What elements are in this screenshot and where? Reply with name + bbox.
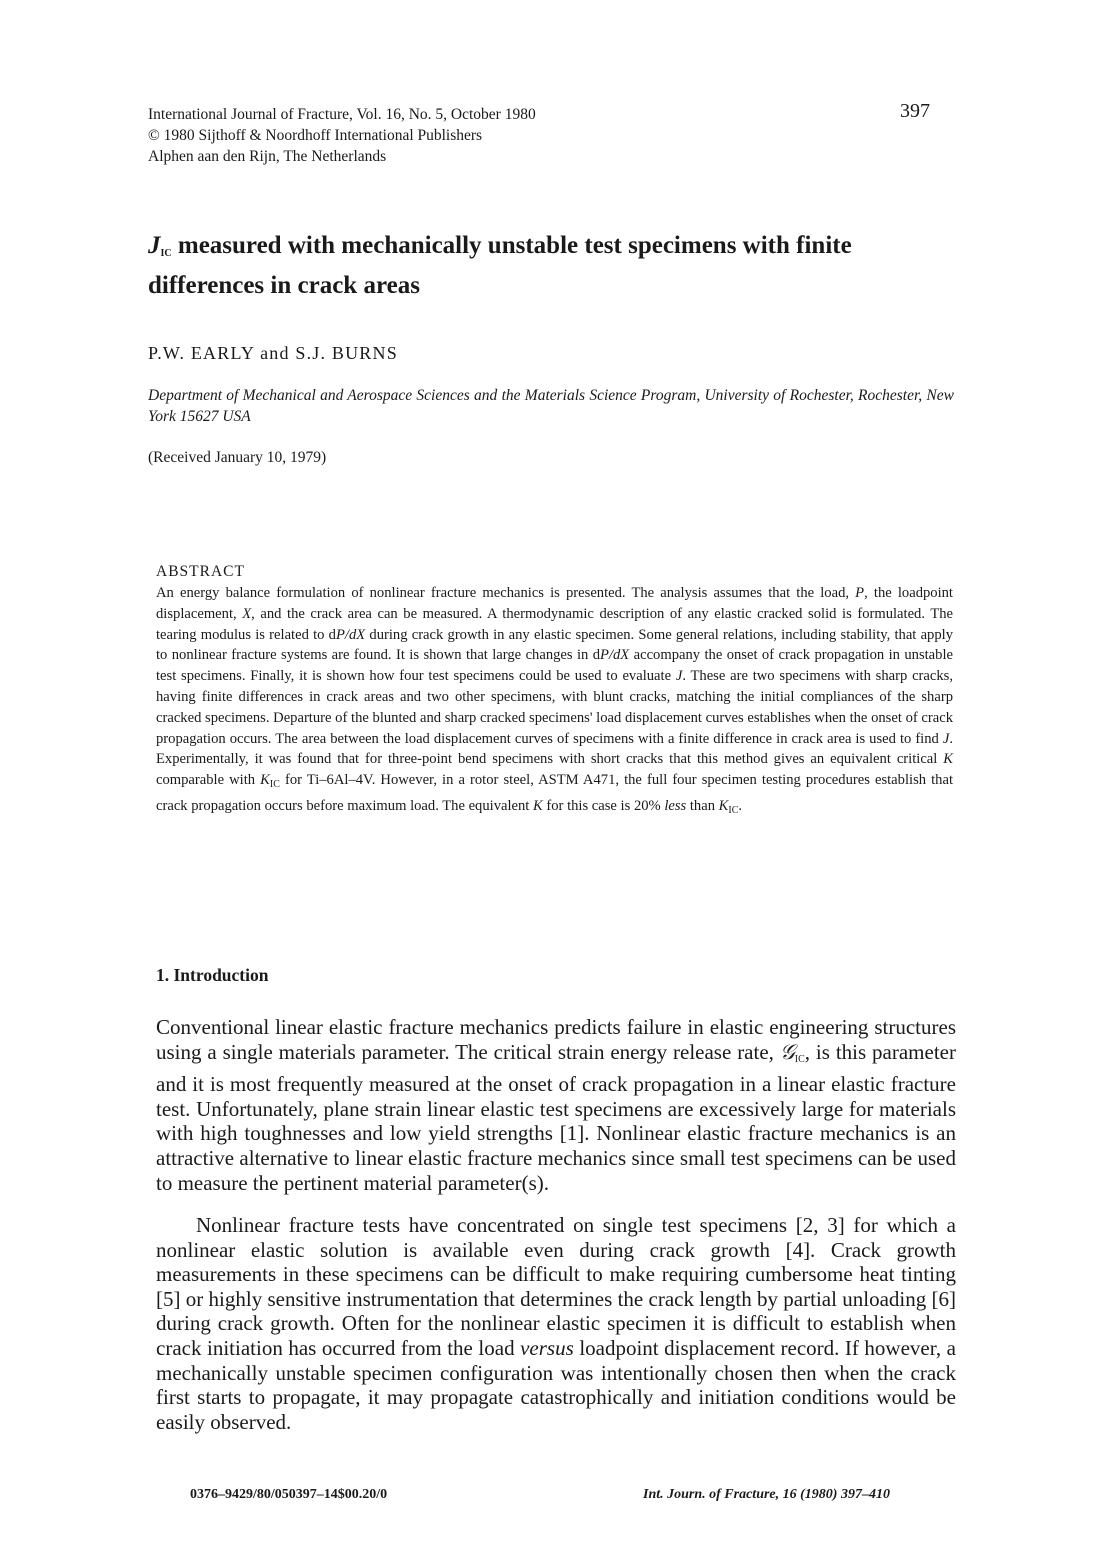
journal-line: International Journal of Fracture, Vol. 16, No. 5, October 1980 xyxy=(148,106,536,123)
authors: P.W. EARLY and S.J. BURNS xyxy=(148,343,398,363)
copyright-line: © 1980 Sijthoff & Noordhoff International Publishers xyxy=(148,127,483,144)
title-symbol: J xyxy=(148,232,161,259)
intro-paragraph-2: Nonlinear fracture tests have concentrated on single test specimens [2, 3] for which a nonlinear elastic solution is available even during crack growth [4]. Crack growth measurements in these specimens can be difficult to make requiring cumbersome heat tinting [5] or highly sensitive instrumentation that determines the crack length by partial unloading [6] during crack growth. Often for the nonlinear elastic specimen it is difficult to establish when crack initiation has occurred from the load versus loadpoint displacement record. If however, a mechanically unstable specimen configuration was intentionally chosen then when the crack first starts to propagate, it may propagate catastrophically and initiation conditions would be easily observed. xyxy=(156,1213,957,1434)
abstract-heading: ABSTRACT xyxy=(156,563,245,580)
paper-title xyxy=(148,230,968,302)
intro-paragraph-1: Conventional linear elastic fracture mechanics predicts failure in elastic engineering structures using a single materials parameter. The critical strain energy release rate, 𝒢$_{IC}$, is this parameter and it is most frequently measured at the onset of crack propagation in a linear elastic fracture test. Unfortunately, plane strain linear elastic test specimens are excessively large for materials with high toughnesses and low yield strengths [1]. Nonlinear elastic fracture mechanics is an attractive alternative to linear elastic fracture mechanics since small test specimens can be used to measure the pertinent material parameter(s). xyxy=(156,1015,956,1195)
title-symbol-subscript: IC xyxy=(160,248,172,259)
page-number: 397 xyxy=(900,100,930,122)
footer-citation: Int. Journ. of Fracture, 16 (1980) 397–410 xyxy=(643,1487,890,1502)
section-heading-introduction: 1. Introduction xyxy=(156,965,269,985)
journal-header xyxy=(148,104,536,167)
location-line: Alphen aan den Rijn, The Netherlands xyxy=(148,148,387,165)
affiliation: Department of Mechanical and Aerospace Sciences and the Materials Science Program, University of Rochester, Rochester, New York 15627 USA xyxy=(148,387,954,425)
received-date: (Received January 10, 1979) xyxy=(148,449,327,466)
title-text: measured with mechanically unstable test specimens with finite differences in crack areas xyxy=(148,232,852,299)
footer-code: 0376–9429/80/050397–14$00.20/0 xyxy=(190,1487,388,1502)
abstract-text: An energy balance formulation of nonlinear fracture mechanics is presented. The analysis assumes that the load, P, the loadpoint displacement, X, and the crack area can be measured. A thermodynamic description of any elastic cracked solid is formulated. The tearing modulus is related to dP/dX during crack growth in any elastic specimen. Some general relations, including stability, that apply to nonlinear fracture systems are found. It is shown that large changes in dP/dX accompany the onset of crack propagation in unstable test specimens. Finally, it is shown how four test specimens could be used to evaluate J. These are two specimens with sharp cracks, having finite differences in crack areas and two other specimens, with blunt cracks, matching the initial compliances of the sharp cracked specimens. Departure of the blunted and sharp cracked specimens' load displacement curves establishes when the onset of crack propagation occurs. The area between the load displacement curves of specimens with a finite difference in crack area is used to find J. Experimentally, it was found that for three-point bend specimens with short cracks that this method gives an equivalent critical K comparable with $K_{IC}$ for Ti–6Al–4V. However, in a rotor steel, ASTM A471, the full four specimen testing procedures establish that crack propagation occurs before maximum load. The equivalent K for this case is 20% less than $K_{IC}$. xyxy=(156,585,954,816)
